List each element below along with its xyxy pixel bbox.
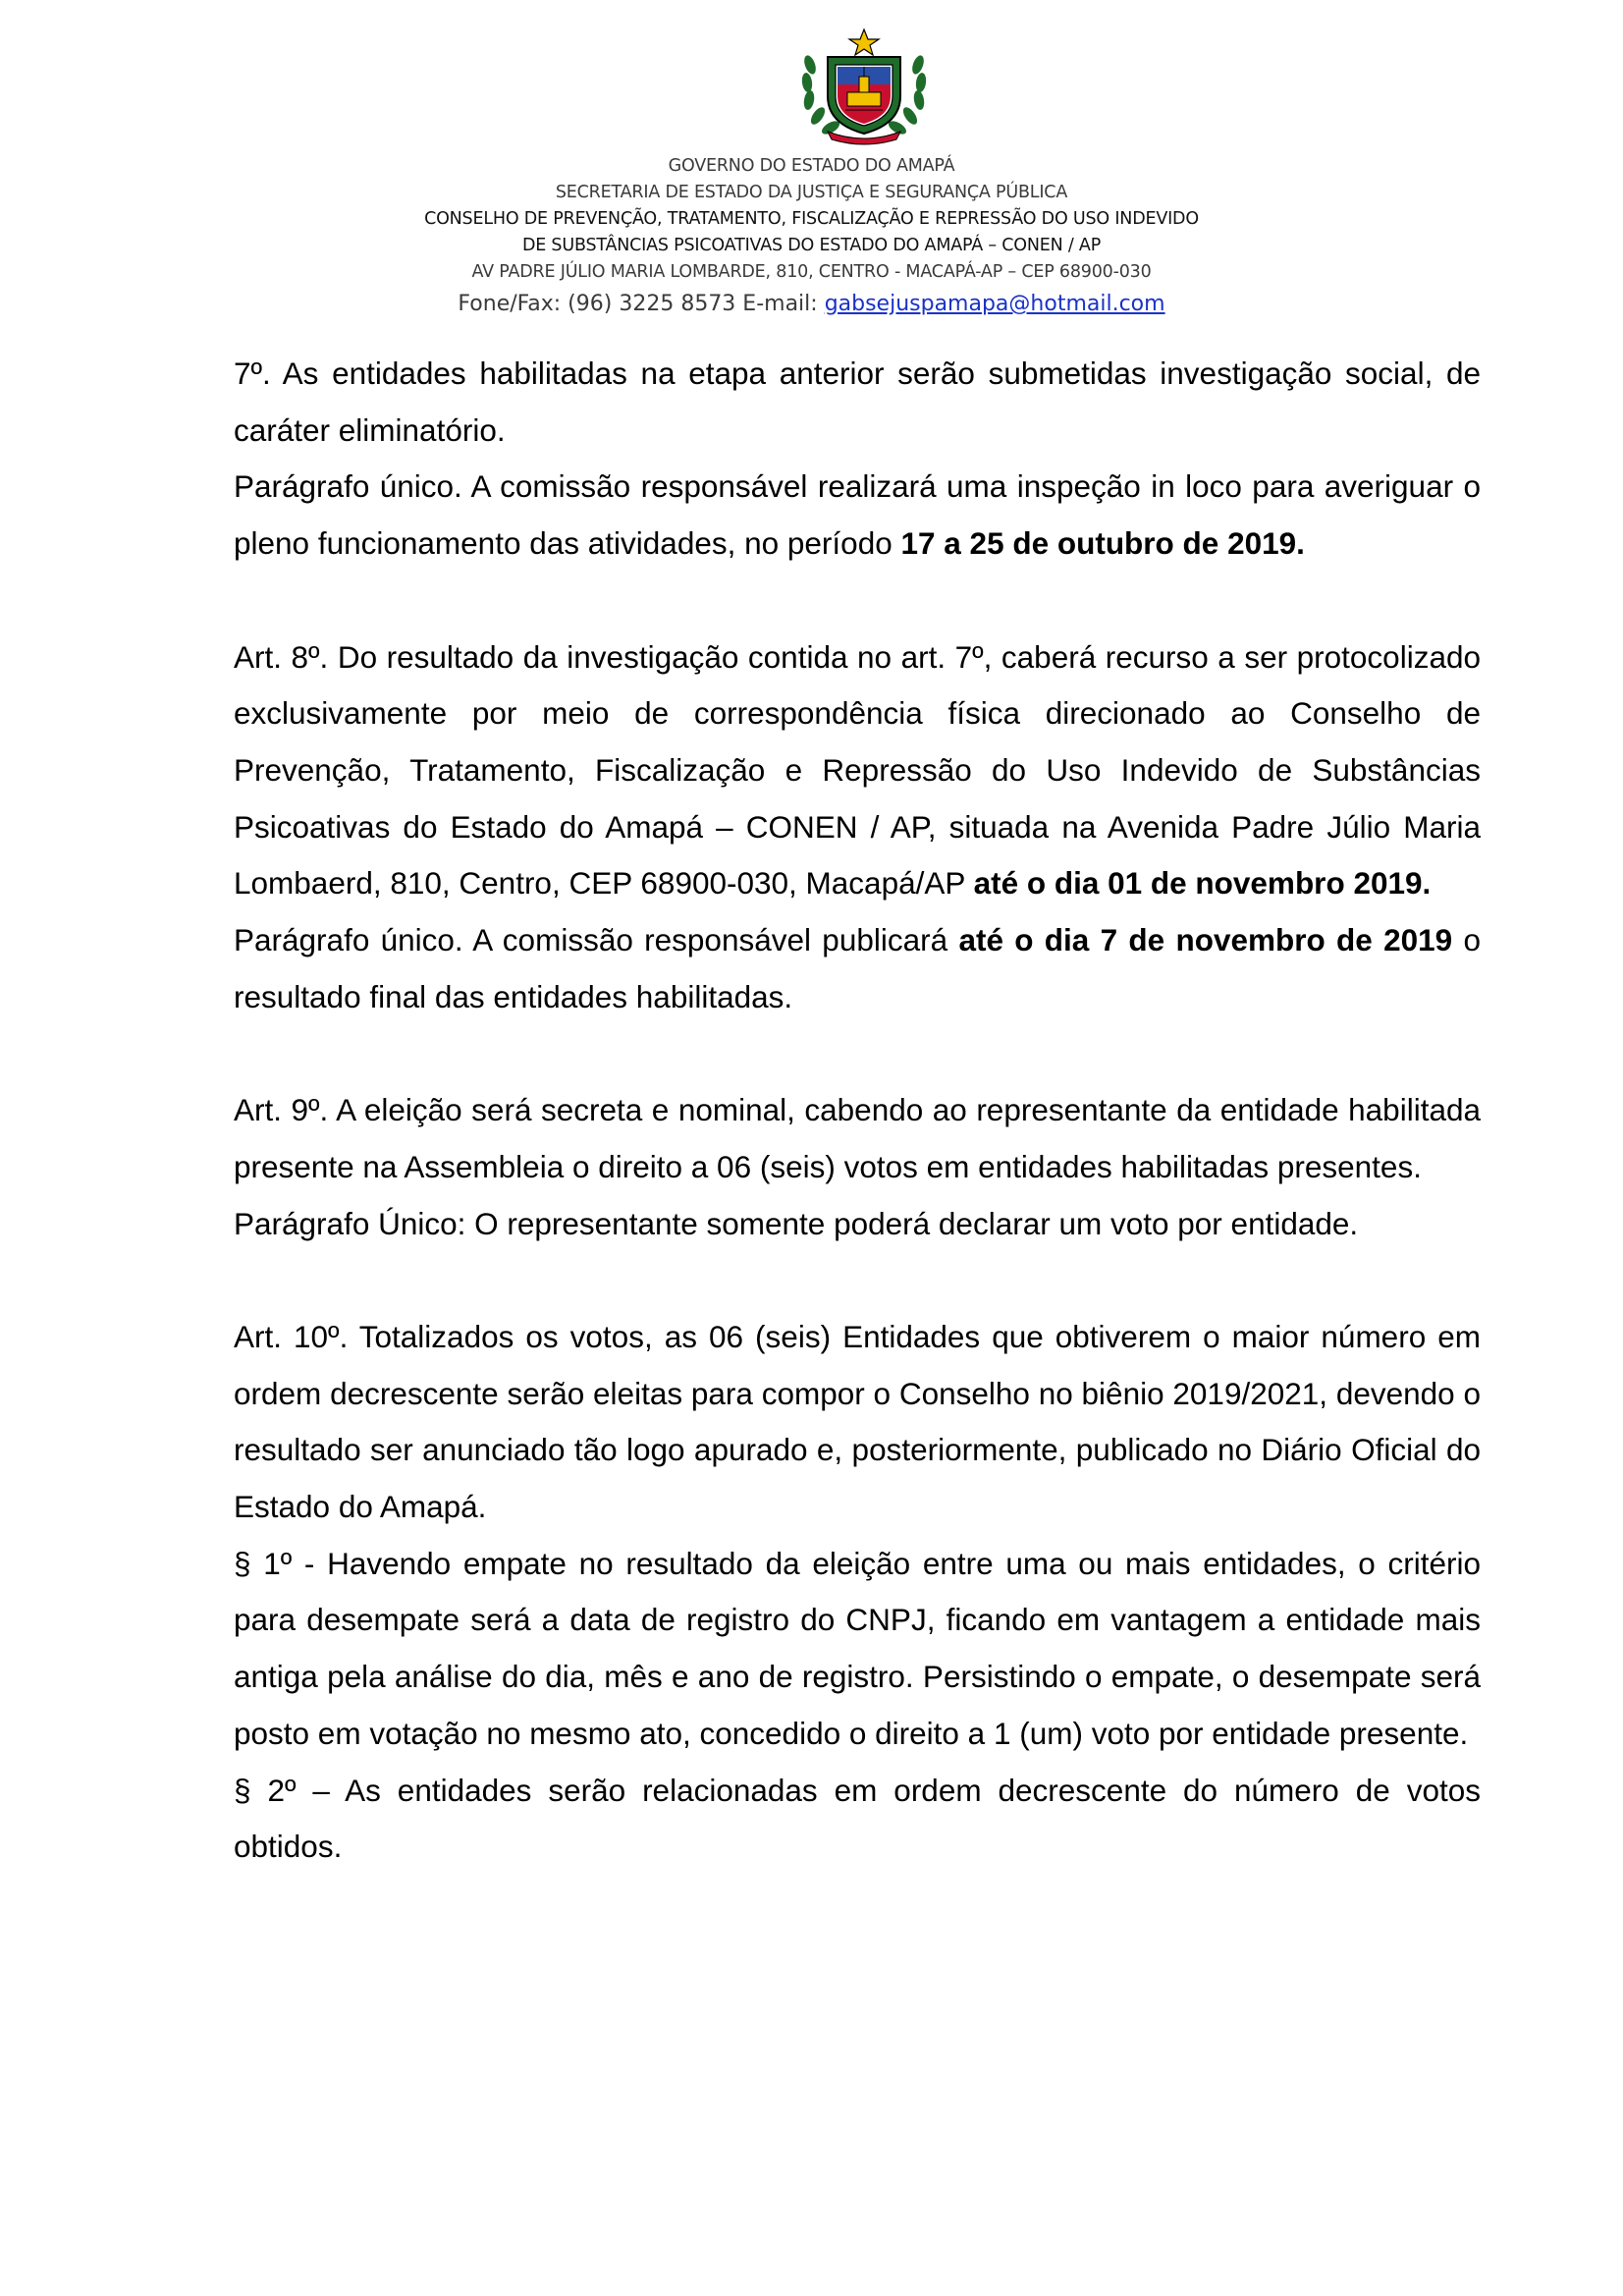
letterhead bbox=[0, 153, 1623, 321]
article-8-paragraph-date: até o dia 7 de novembro de 2019 bbox=[958, 922, 1453, 958]
article-8-text-body: Art. 8º. Do resultado da investigação contida no art. 7º, caberá recurso a ser protocolizado exclusivamente por meio de correspondência física direcionado ao Conselho de Prevenção, Tratamento, Fiscalização e Repressão do Uso Indevido de Substâncias Psicoativas do Estado do Amapá – CONEN / AP, situada na Avenida Padre Júlio Maria Lombaerd, 810, Centro, CEP 68900-030, Macapá/AP bbox=[234, 638, 1481, 902]
article-10-section-1: § 1º - Havendo empate no resultado da eleição entre uma ou mais entidades, o critério para desempate será a data de registro do CNPJ, ficando em vantagem a entidade mais antiga pela análise do dia, mês e ano de registro. Persistindo o empate, o desempate será posto em votação no mesmo ato, concedido o direito a 1 (um) voto por entidade presente. bbox=[234, 1545, 1481, 1751]
article-8-paragraph bbox=[234, 912, 1481, 1025]
article-7-paragraph-date: 17 a 25 de outubro de 2019. bbox=[900, 525, 1305, 562]
document-body bbox=[234, 346, 1481, 1876]
letterhead-email-link[interactable]: gabsejuspamapa@hotmail.com bbox=[824, 292, 1165, 316]
article-7-paragraph-text: Parágrafo único. A comissão responsável realizará uma inspeção in loco para averiguar o pleno funcionamento das atividades, no período bbox=[234, 468, 1481, 562]
letterhead-government: GOVERNO DO ESTADO DO AMAPÁ bbox=[668, 156, 955, 176]
letterhead-phone: Fone/Fax: (96) 3225 8573 E-mail: bbox=[458, 292, 825, 316]
letterhead-address: AV PADRE JÚLIO MARIA LOMBARDE, 810, CENTRO - MACAPÁ-AP – CEP 68900-030 bbox=[471, 262, 1152, 282]
state-coat-of-arms-icon bbox=[798, 27, 930, 145]
letterhead-council-line2: DE SUBSTÂNCIAS PSICOATIVAS DO ESTADO DO AMAPÁ – CONEN / AP bbox=[521, 236, 1102, 255]
article-8-deadline: até o dia 01 de novembro 2019. bbox=[973, 865, 1432, 902]
article-8-paragraph-text: Parágrafo único. A comissão responsável publicará bbox=[234, 922, 959, 958]
letterhead-council-line1: CONSELHO DE PREVENÇÃO, TRATAMENTO, FISCALIZAÇÃO E REPRESSÃO DO USO INDEVIDO bbox=[424, 209, 1199, 229]
article-9-paragraph: Parágrafo Único: O representante somente poderá declarar um voto por entidade. bbox=[234, 1205, 1359, 1241]
letterhead-contact bbox=[0, 288, 1623, 321]
article-7-paragraph bbox=[234, 459, 1481, 572]
article-9-text: Art. 9º. A eleição será secreta e nominal, cabendo ao representante da entidade habilitada presente na Assembleia o direito a 06 (seis) votos em entidades habilitadas presentes. bbox=[234, 1092, 1481, 1184]
article-8-text bbox=[234, 629, 1481, 913]
letterhead-secretariat: SECRETARIA DE ESTADO DA JUSTIÇA E SEGURANÇA PÚBLICA bbox=[555, 183, 1068, 202]
article-8-paragraph-suffix: o resultado final das entidades habilitadas. bbox=[234, 922, 1481, 1014]
article-10-text: Art. 10º. Totalizados os votos, as 06 (seis) Entidades que obtiverem o maior número em ordem decrescente serão eleitas para compor o Conselho no biênio 2019/2021, devendo o resultado ser anunciado tão logo apurado e, posteriormente, publicado no Diário Oficial do Estado do Amapá. bbox=[234, 1318, 1481, 1525]
article-7-text: 7º. As entidades habilitadas na etapa anterior serão submetidas investigação social, de caráter eliminatório. bbox=[234, 355, 1481, 448]
article-10-section-2: § 2º – As entidades serão relacionadas em ordem decrescente do número de votos obtidos. bbox=[234, 1772, 1481, 1865]
